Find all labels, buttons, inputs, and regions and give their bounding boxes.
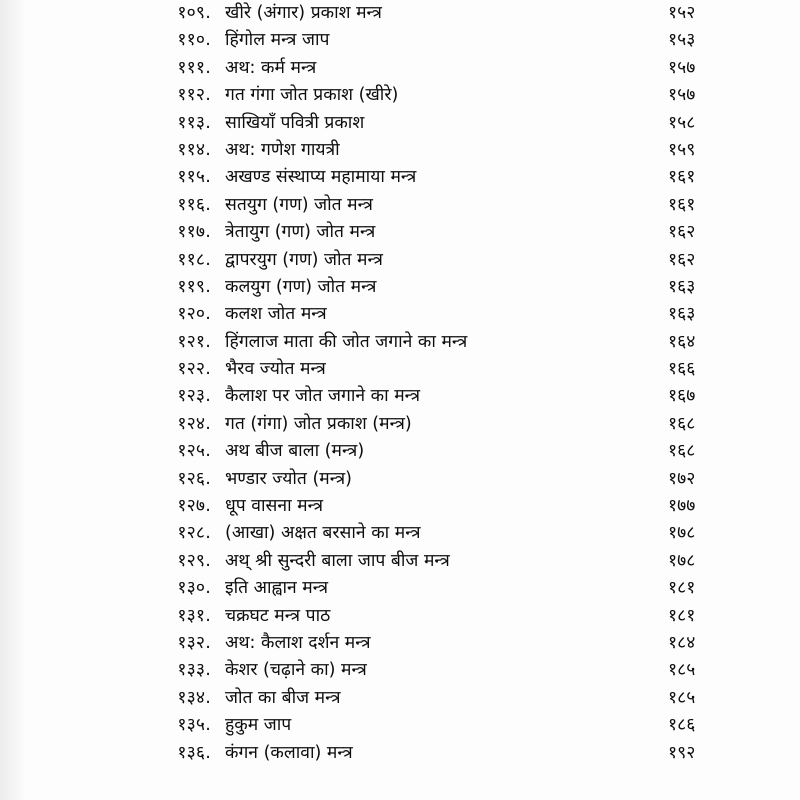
toc-row[interactable] — [0, 740, 800, 767]
toc-entry-number: ११६. — [177, 194, 211, 215]
toc-row[interactable] — [0, 137, 800, 164]
toc-entry-title: अथ: कर्म मन्त्र — [225, 57, 317, 78]
toc-entry-page: १७८ — [668, 550, 696, 571]
toc-entry-page: १८६ — [668, 715, 696, 736]
toc-entry-title: हुकुम जाप — [225, 715, 292, 736]
toc-entry-number: १२४. — [177, 413, 211, 434]
toc-row[interactable] — [0, 0, 800, 27]
toc-entry-title: खीरे (अंगार) प्रकाश मन्त्र — [225, 3, 382, 23]
toc-row[interactable] — [0, 274, 800, 301]
toc-entry-page: १८१ — [668, 578, 696, 599]
toc-entry-title: केशर (चढ़ाने का) मन्त्र — [225, 660, 367, 681]
toc-row[interactable] — [0, 630, 800, 657]
toc-entry-number: ११२. — [177, 85, 211, 106]
toc-row[interactable] — [0, 657, 800, 684]
toc-entry-title: भण्डार ज्योत (मन्त्र) — [225, 468, 352, 489]
toc-entry-page: १८४ — [668, 632, 696, 653]
toc-entry-number: १२८. — [177, 523, 211, 544]
toc-entry-number: १०९. — [177, 3, 211, 23]
toc-row[interactable] — [0, 247, 800, 274]
toc-entry-page: १६३ — [668, 276, 696, 297]
toc-entry-page: १६४ — [668, 331, 696, 352]
toc-entry-page: १८१ — [668, 605, 696, 626]
toc-row[interactable] — [0, 575, 800, 602]
toc-entry-title: चक्रघट मन्त्र पाठ — [225, 605, 331, 626]
toc-entry-number: १२९. — [177, 550, 211, 571]
toc-entry-title: अथ् श्री सुन्दरी बाला जाप बीज मन्त्र — [225, 550, 450, 571]
toc-row[interactable] — [0, 356, 800, 383]
toc-entry-page: १९२ — [668, 742, 696, 763]
toc-entry-title: इति आह्वान मन्त्र — [225, 578, 329, 599]
toc-entry-title: अथ: गणेश गायत्री — [225, 139, 340, 160]
toc-entry-page: १७२ — [668, 468, 696, 489]
toc-entry-number: १२६. — [177, 468, 211, 489]
toc-entry-title: जोत का बीज मन्त्र — [225, 687, 341, 708]
toc-row[interactable] — [0, 411, 800, 438]
toc-row[interactable] — [0, 27, 800, 54]
toc-row[interactable] — [0, 110, 800, 137]
toc-entry-page: १५९ — [668, 139, 696, 160]
toc-entry-page: १६२ — [668, 222, 696, 243]
toc-entry-title: धूप वासना मन्त्र — [225, 496, 323, 517]
toc-entry-title: द्वापरयुग (गण) जोत मन्त्र — [225, 249, 383, 270]
toc-entry-number: १३४. — [177, 687, 211, 708]
toc-entry-number: १३१. — [177, 605, 211, 626]
toc-entry-title: भैरव ज्योत मन्त्र — [225, 359, 326, 380]
toc-entry-page: १७८ — [668, 523, 696, 544]
toc-entry-title: सतयुग (गण) जोत मन्त्र — [225, 194, 373, 215]
toc-entry-title: हिंगलाज माता की जोत जगाने का मन्त्र — [225, 331, 468, 352]
toc-entry-number: १११. — [177, 57, 211, 78]
toc-entry-number: १३०. — [177, 578, 211, 599]
toc-row[interactable] — [0, 383, 800, 410]
toc-row[interactable] — [0, 55, 800, 82]
toc-entry-number: १३५. — [177, 715, 211, 736]
toc-entry-number: १२२. — [177, 359, 211, 380]
toc-entry-title: गत गंगा जोत प्रकाश (खीरे) — [225, 85, 399, 106]
toc-entry-page: १६१ — [668, 167, 696, 188]
toc-entry-number: १२७. — [177, 496, 211, 517]
toc-entry-number: १२५. — [177, 441, 211, 462]
toc-entry-number: १३२. — [177, 632, 211, 653]
toc-entry-page: १६८ — [668, 413, 696, 434]
toc-entry-title: अथ: कैलाश दर्शन मन्त्र — [225, 632, 371, 653]
toc-entry-number: १२१. — [177, 331, 211, 352]
toc-row[interactable] — [0, 82, 800, 109]
toc-entry-number: ११४. — [177, 139, 211, 160]
toc-row[interactable] — [0, 219, 800, 246]
toc-row[interactable] — [0, 192, 800, 219]
toc-entry-number: ११०. — [177, 30, 211, 51]
toc-entry-page: १६८ — [668, 441, 696, 462]
toc-row[interactable] — [0, 520, 800, 547]
toc-row[interactable] — [0, 493, 800, 520]
toc-entry-title: कलयुग (गण) जोत मन्त्र — [225, 276, 377, 297]
toc-row[interactable] — [0, 603, 800, 630]
toc-row[interactable] — [0, 164, 800, 191]
toc-entry-title: हिंगोल मन्त्र जाप — [225, 30, 330, 51]
toc-entry-title: कलश जोत मन्त्र — [225, 304, 327, 325]
toc-entry-page: १८५ — [668, 687, 696, 708]
toc-entry-page: १५७ — [668, 85, 696, 106]
toc-entry-number: १३३. — [177, 660, 211, 681]
toc-entry-number: ११७. — [177, 222, 211, 243]
toc-entry-number: १३६. — [177, 742, 211, 763]
toc-entry-page: १५७ — [668, 57, 696, 78]
toc-entry-title: त्रेतायुग (गण) जोत मन्त्र — [225, 222, 376, 243]
toc-row[interactable] — [0, 466, 800, 493]
toc-entry-page: १६७ — [668, 386, 696, 407]
toc-row[interactable] — [0, 329, 800, 356]
toc-entry-page: १७७ — [668, 496, 696, 517]
toc-row[interactable] — [0, 438, 800, 465]
toc-row[interactable] — [0, 712, 800, 739]
toc-entry-title: कैलाश पर जोत जगाने का मन्त्र — [225, 386, 421, 407]
toc-entry-number: १२३. — [177, 386, 211, 407]
toc-entry-title: (आखा) अक्षत बरसाने का मन्त्र — [225, 523, 421, 544]
toc-entry-title: कंगन (कलावा) मन्त्र — [225, 742, 353, 763]
toc-entry-title: गत (गंगा) जोत प्रकाश (मन्त्र) — [225, 413, 412, 434]
toc-entry-number: ११३. — [177, 112, 211, 133]
toc-row[interactable] — [0, 548, 800, 575]
toc-entry-page: १६६ — [668, 359, 696, 380]
toc-entry-number: ११९. — [177, 276, 211, 297]
toc-entry-title: अथ बीज बाला (मन्त्र) — [225, 441, 365, 462]
toc-row[interactable] — [0, 685, 800, 712]
toc-entry-page: १६३ — [668, 304, 696, 325]
toc-entry-title: अखण्ड संस्थाप्य महामाया मन्त्र — [225, 167, 417, 188]
toc-entry-page: १५३ — [668, 30, 696, 51]
toc-entry-page: १६२ — [668, 249, 696, 270]
toc-entry-page: १६१ — [668, 194, 696, 215]
toc-entry-page: १५२ — [668, 3, 696, 23]
toc-entry-number: १२०. — [177, 304, 211, 325]
toc-entry-number: ११५. — [177, 167, 211, 188]
toc-entry-page: १८५ — [668, 660, 696, 681]
toc-entry-page: १५८ — [668, 112, 696, 133]
toc-row[interactable] — [0, 301, 800, 328]
toc-entry-title: साखियाँ पवित्री प्रकाश — [225, 112, 365, 133]
toc-entry-number: ११८. — [177, 249, 211, 270]
